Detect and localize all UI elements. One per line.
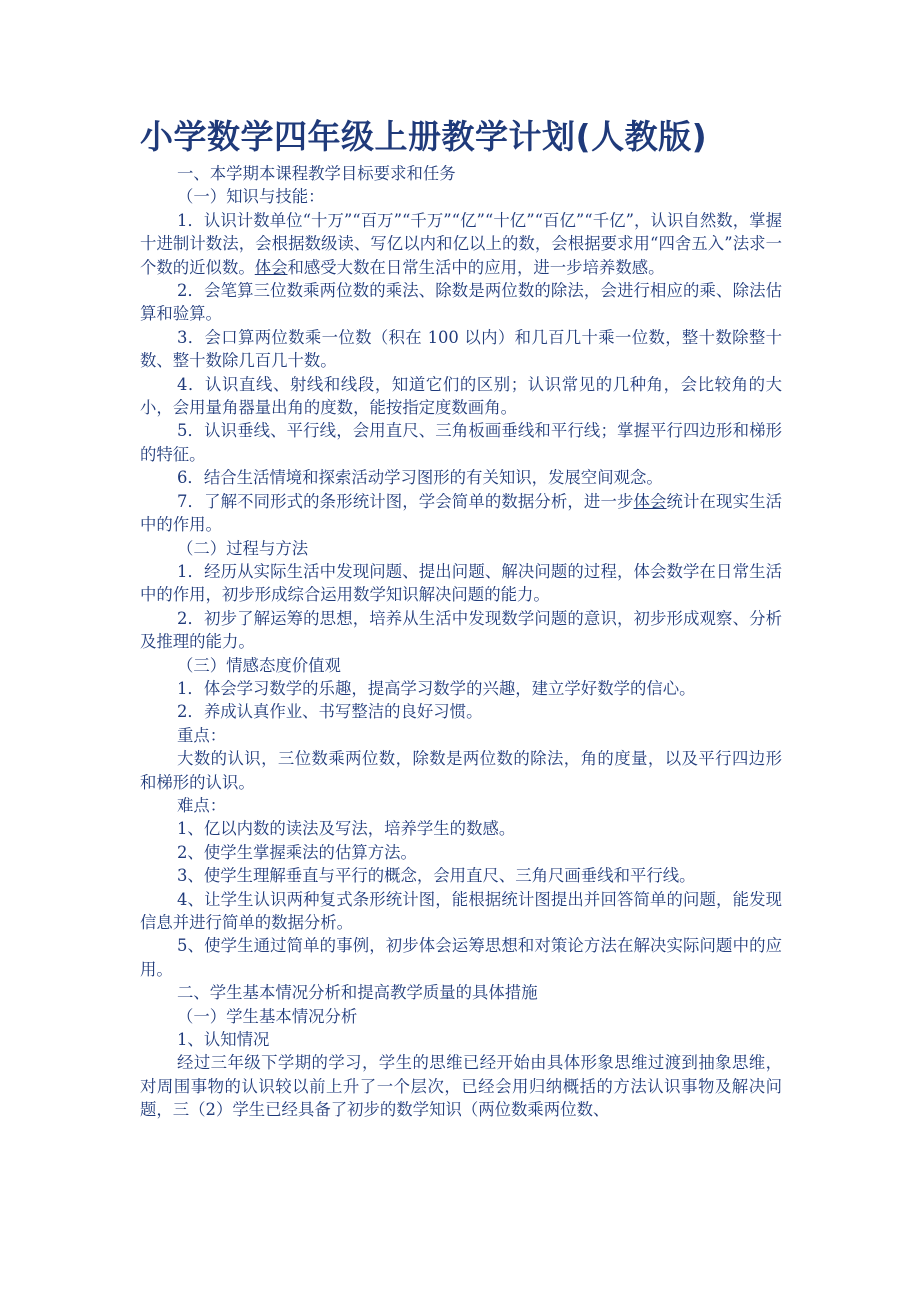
subsection-heading: （三）情感态度价值观 [177, 655, 341, 675]
paragraph-text: 7．了解不同形式的条形统计图，学会简单的数据分析，进一步 [177, 491, 634, 511]
paragraph: 经过三年级下学期的学习，学生的思维已经开始由具体形象思维过渡到抽象思维，对周围事物的认识较以前上升了一个层次，已经会用归纳概括的方法认识事物及解决问题，三（2）学生已经具备了初步的数学知识（两位数乘两位数、 [140, 1053, 782, 1120]
paragraph: 3、使学生理解垂直与平行的概念，会用直尺、三角尺画垂线和平行线。 [177, 866, 696, 886]
paragraph: 1．体会学习数学的乐趣，提高学习数学的兴趣，建立学好数学的信心。 [177, 678, 696, 698]
paragraph: 5．认识垂线、平行线，会用直尺、三角板画垂线和平行线；掌握平行四边形和梯形的特征。 [140, 421, 782, 464]
paragraph: 大数的认识，三位数乘两位数，除数是两位数的除法，角的度量，以及平行四边形和梯形的认识。 [140, 749, 782, 792]
subsection-heading: （二）过程与方法 [177, 538, 309, 558]
paragraph: 5、使学生通过简单的事例，初步体会运筹思想和对策论方法在解决实际问题中的应用。 [140, 936, 782, 979]
paragraph [140, 209, 782, 279]
paragraph [140, 490, 782, 537]
underlined-text: 体会 [633, 491, 667, 511]
paragraph: 3．会口算两位数乘一位数（积在 100 以内）和几百几十乘一位数，整十数除整十数、整十数除几百几十数。 [140, 327, 782, 371]
subsection-heading: 1、认知情况 [177, 1030, 270, 1050]
document-body [140, 162, 782, 1122]
paragraph: 2．初步了解运筹的思想，培养从生活中发现数学问题的意识，初步形成观察、分析及推理的能力。 [140, 608, 782, 652]
paragraph: 1．经历从实际生活中发现问题、提出问题、解决问题的过程，体会数学在日常生活中的作用，初步形成综合运用数学知识解决问题的能力。 [140, 561, 782, 605]
label: 重点： [177, 725, 227, 745]
paragraph: 6．结合生活情境和探索活动学习图形的有关知识，发展空间观念。 [177, 468, 663, 488]
document-title: 小学数学四年级上册教学计划(人教版) [140, 117, 708, 156]
paragraph-text: 和感受大数在日常生活中的应用，进一步培养数感。 [287, 257, 665, 277]
paragraph: 2、使学生掌握乘法的估算方法。 [177, 842, 417, 862]
underlined-text: 体会 [254, 257, 288, 277]
paragraph: 4、让学生认识两种复式条形统计图，能根据统计图提出并回答简单的问题，能发现信息并进行简单的数据分析。 [140, 889, 782, 932]
paragraph: 1、亿以内数的读法及写法，培养学生的数感。 [177, 819, 516, 839]
document-page [140, 112, 782, 1122]
section-heading: 二、学生基本情况分析和提高教学质量的具体措施 [177, 983, 538, 1003]
section-heading: 一、本学期本课程教学目标要求和任务 [177, 164, 456, 183]
paragraph: 4．认识直线、射线和线段，知道它们的区别；认识常见的几种角，会比较角的大小，会用量角器量出角的度数，能按指定度数画角。 [140, 374, 782, 418]
paragraph: 2．养成认真作业、书写整洁的良好习惯。 [177, 702, 483, 722]
paragraph-text: 1．认识计数单位“十万”“百万”“千万”“亿”“十亿”“百亿”“千亿”，认识自然数，掌握十进制计数法，会根据数级读、写亿以内和亿以上的数，会根据要求用“四舍五入”法求一个数的近似数。 [140, 210, 782, 277]
subsection-heading: （一）知识与技能： [177, 187, 325, 207]
paragraph-text: 统计在现实生活中的作用。 [140, 491, 782, 535]
label: 难点： [177, 795, 227, 815]
paragraph: 2．会笔算三位数乘两位数的乘法、除数是两位数的除法，会进行相应的乘、除法估算和验算。 [140, 281, 782, 324]
subsection-heading: （一）学生基本情况分析 [177, 1006, 358, 1026]
